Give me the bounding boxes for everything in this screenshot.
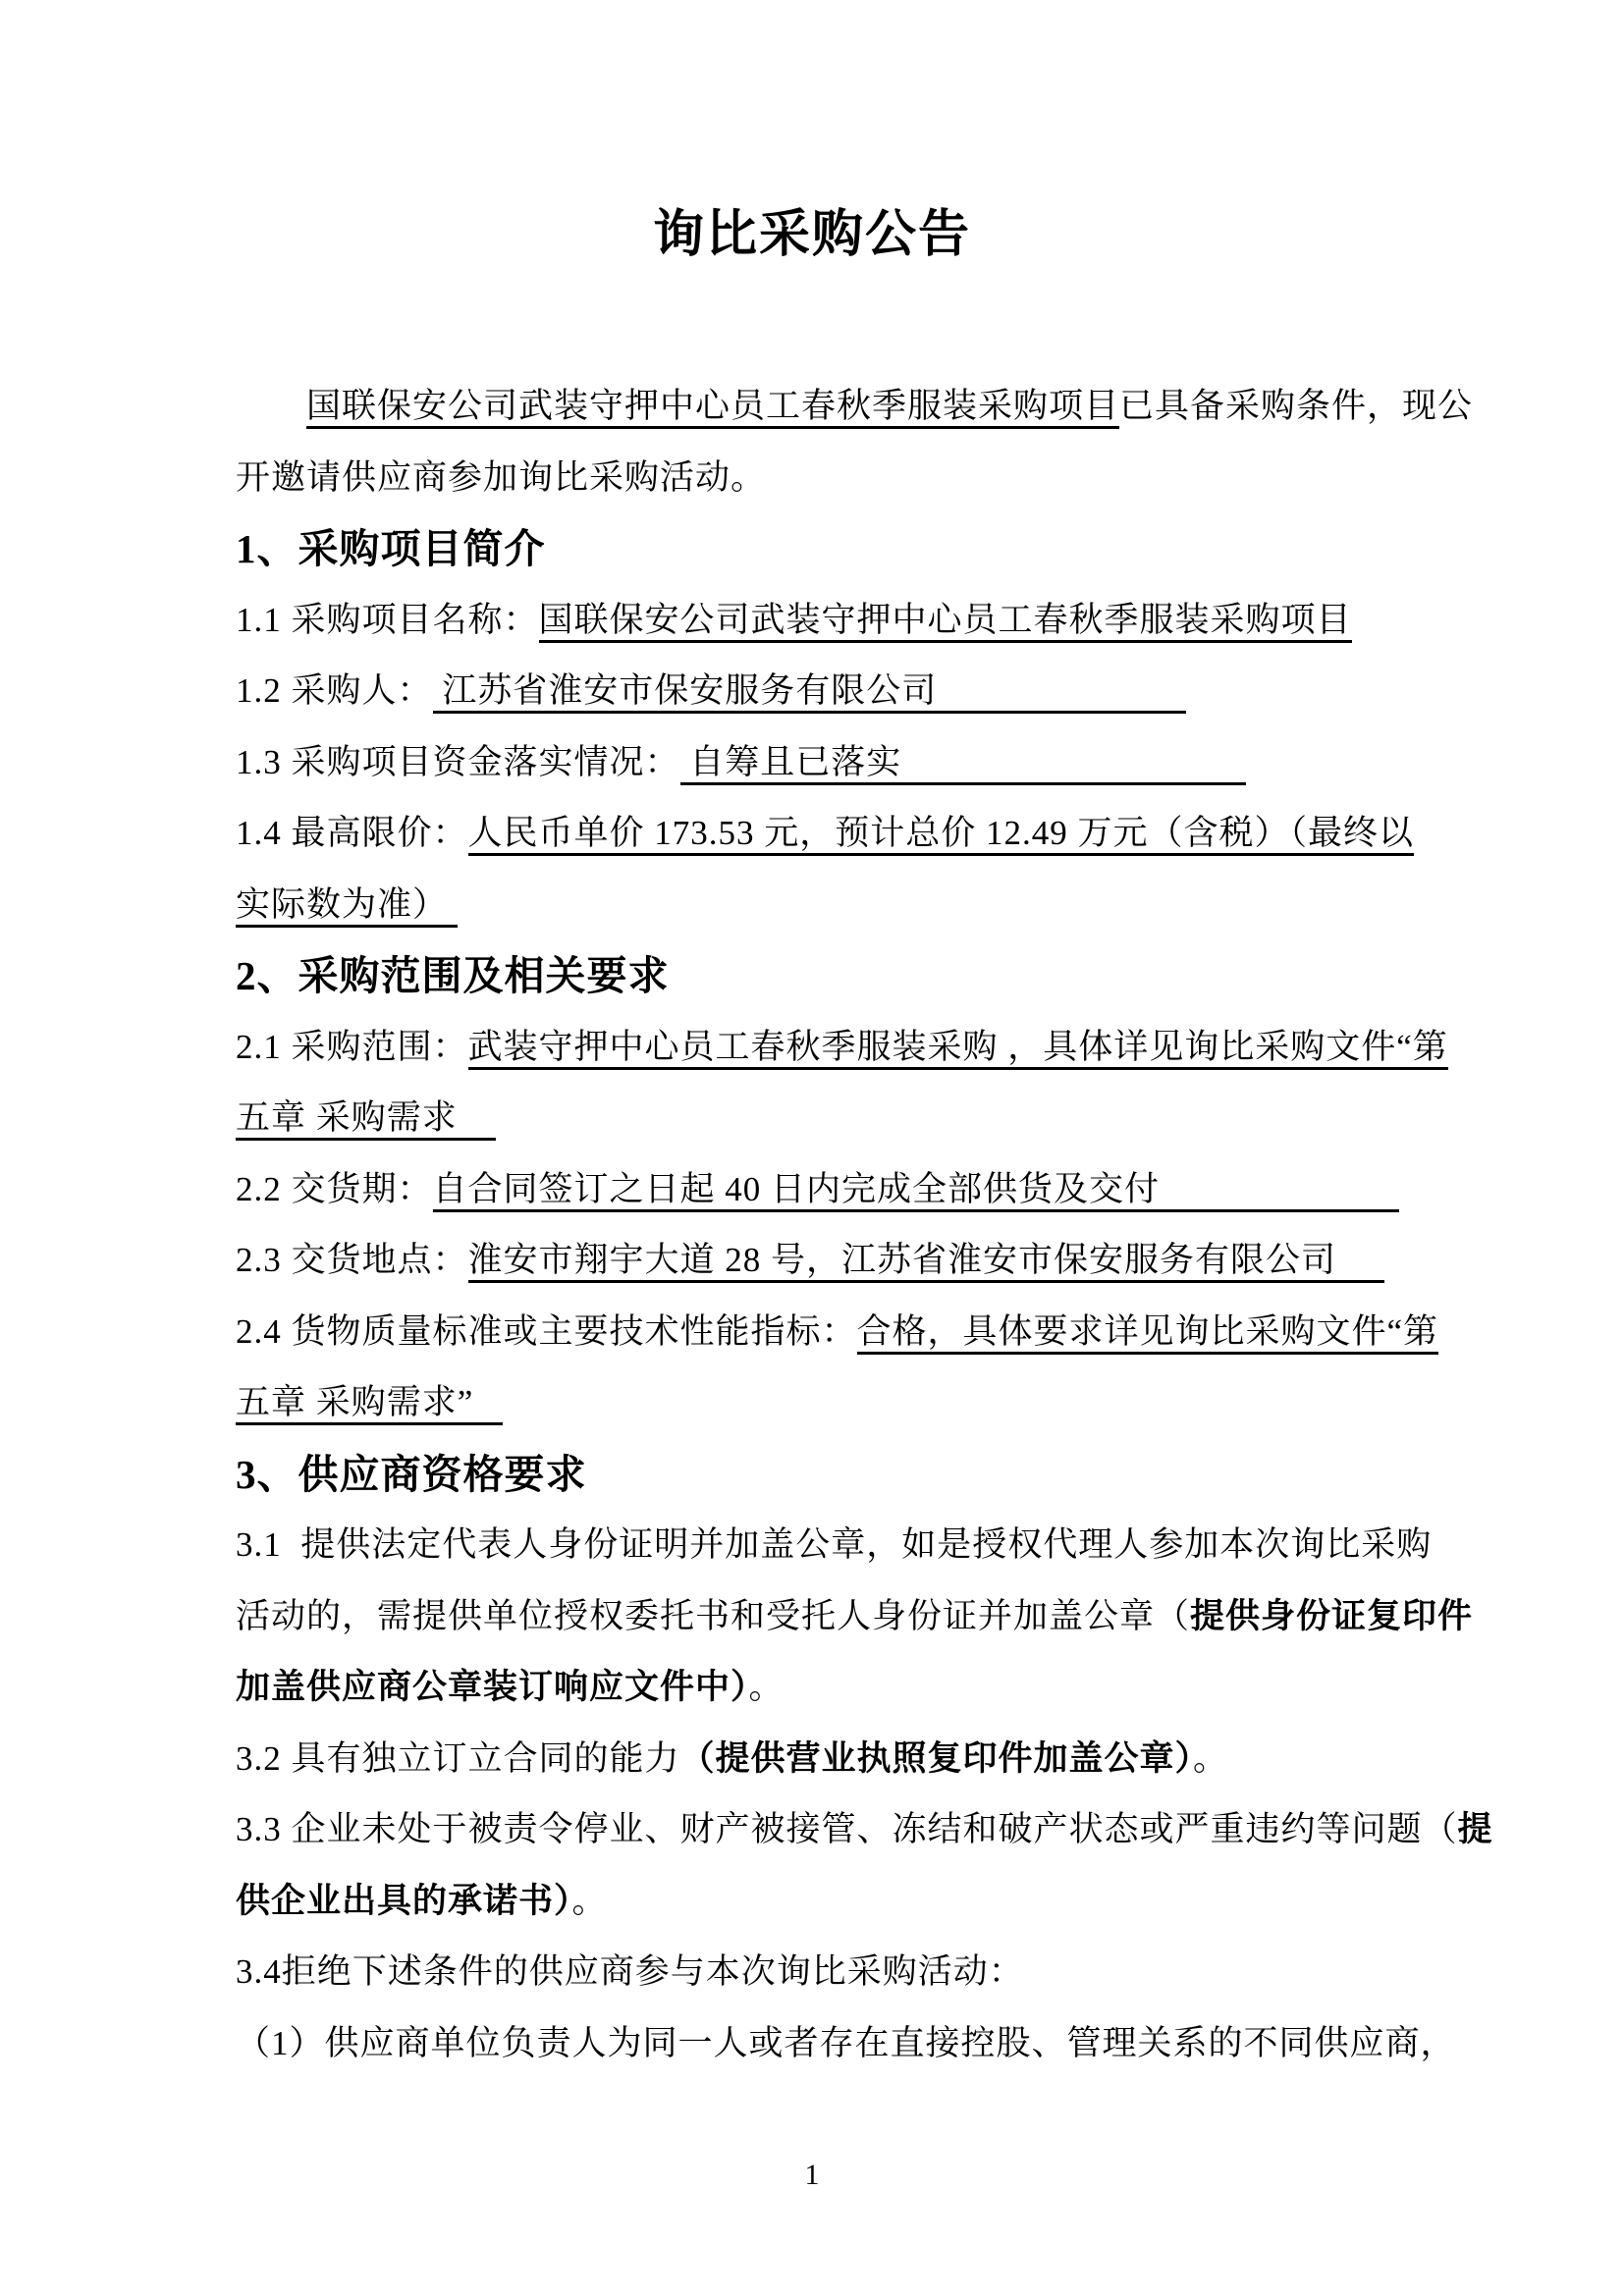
- text-segment: （提供营业执照复印件加盖公章）: [679, 1738, 1194, 1778]
- heading-2: [236, 940, 1409, 1012]
- text-segment: 已具备采购条件，现公: [1119, 387, 1474, 425]
- text-segment: 加盖供应商公章装订响应文件中）: [236, 1668, 749, 1706]
- item-1-3: [236, 727, 1409, 799]
- text-segment: 2.3 交货地点：: [236, 1241, 468, 1279]
- item-3-2: [236, 1724, 1409, 1795]
- text-segment: 五章 采购需求”: [236, 1383, 503, 1425]
- item-3-1-line-3: [236, 1652, 1409, 1724]
- text-segment: 1.1 采购项目名称：: [236, 600, 539, 639]
- heading-1: [236, 513, 1409, 585]
- item-1-4-line-2: [236, 870, 1409, 941]
- text-segment: 合格，具体要求详见询比采购文件“第: [857, 1312, 1439, 1355]
- text-segment: （1）供应商单位负责人为同一人或者存在直接控股、管理关系的不同供应商，: [236, 2023, 1456, 2062]
- intro-line-2: [236, 443, 1409, 514]
- text-segment: 供企业出具的承诺书）: [236, 1881, 572, 1920]
- text-segment: 1.4 最高限价：: [236, 814, 468, 852]
- text-segment: 。: [748, 1668, 785, 1706]
- text-segment: 2.1 采购范围：: [236, 1027, 468, 1066]
- heading-3: [236, 1439, 1409, 1511]
- text-segment: 江苏省淮安市保安服务有限公司: [433, 671, 1186, 714]
- document-title: 询比采购公告: [652, 207, 971, 263]
- text-segment: 1、采购项目简介: [236, 526, 546, 571]
- document-body: [236, 371, 1493, 2079]
- item-2-2: [236, 1154, 1409, 1226]
- item-3-4: [236, 1937, 1409, 2008]
- text-segment: 。: [571, 1881, 608, 1920]
- intro-line-1: [236, 371, 1474, 443]
- item-2-1-line-1: [236, 1012, 1448, 1084]
- text-segment: 五章 采购需求: [236, 1098, 496, 1141]
- text-segment: 活动的，需提供单位授权委托书和受托人身份证并加盖公章（: [236, 1596, 1191, 1635]
- text-segment: 3.2 具有独立订立合同的能力: [236, 1738, 680, 1778]
- text-segment: 提供身份证复印件: [1190, 1596, 1474, 1635]
- text-segment: 国联保安公司武装守押中心员工春秋季服装采购项目: [306, 387, 1119, 429]
- text-segment: 武装守押中心员工春秋季服装采购 ，具体详见询比采购文件“第: [468, 1028, 1448, 1070]
- text-segment: 人民币单价 173.53 元，预计总价 12.49 万元（含税）（最终以: [468, 814, 1415, 856]
- text-segment: 3.4拒绝下述条件的供应商参与本次询比采购活动：: [236, 1952, 1024, 1991]
- text-segment: 2、采购范围及相关要求: [236, 953, 670, 998]
- item-1-1: [236, 585, 1409, 657]
- item-3-3-line-2: [236, 1866, 1409, 1938]
- item-2-4-line-2: [236, 1367, 1409, 1439]
- text-segment: 1.3 采购项目资金落实情况：: [236, 742, 680, 781]
- text-segment: 自合同签订之日起 40 日内完成全部供货及交付: [433, 1170, 1399, 1212]
- item-1-2: [236, 656, 1409, 727]
- item-2-1-line-2: [236, 1083, 1409, 1154]
- item-1-4-line-1: [236, 798, 1415, 870]
- text-segment: 3、供应商资格要求: [236, 1451, 587, 1497]
- text-segment: 提: [1457, 1810, 1493, 1848]
- text-segment: 1.2 采购人：: [236, 671, 433, 710]
- text-segment: 淮安市翔宇大道 28 号，江苏省淮安市保安服务有限公司: [468, 1241, 1384, 1283]
- text-segment: 开邀请供应商参加询比采购活动。: [236, 457, 767, 497]
- item-3-1-line-2: [236, 1581, 1474, 1653]
- page-number: 1: [804, 2159, 820, 2191]
- text-segment: 。: [1193, 1738, 1229, 1778]
- text-segment: 自筹且已落实: [680, 743, 1247, 785]
- text-segment: 2.2 交货期：: [236, 1169, 433, 1208]
- text-segment: 3.1 提供法定代表人身份证明并加盖公章，如是授权代理人参加本次询比采购: [236, 1525, 1433, 1564]
- text-segment: 国联保安公司武装守押中心员工春秋季服装采购项目: [539, 601, 1352, 643]
- text-segment: 2.4 货物质量标准或主要技术性能指标：: [236, 1311, 857, 1351]
- item-2-4-line-1: [236, 1297, 1439, 1368]
- text-segment: 3.3 企业未处于被责令停业、财产被接管、冻结和破产状态或严重违约等问题（: [236, 1810, 1458, 1848]
- item-3-1-line-1: [236, 1510, 1433, 1581]
- text-segment: 实际数为准）: [236, 885, 458, 928]
- item-2-3: [236, 1225, 1409, 1297]
- item-3-3-line-1: [236, 1794, 1493, 1866]
- item-3-4-sub-1: [236, 2008, 1456, 2080]
